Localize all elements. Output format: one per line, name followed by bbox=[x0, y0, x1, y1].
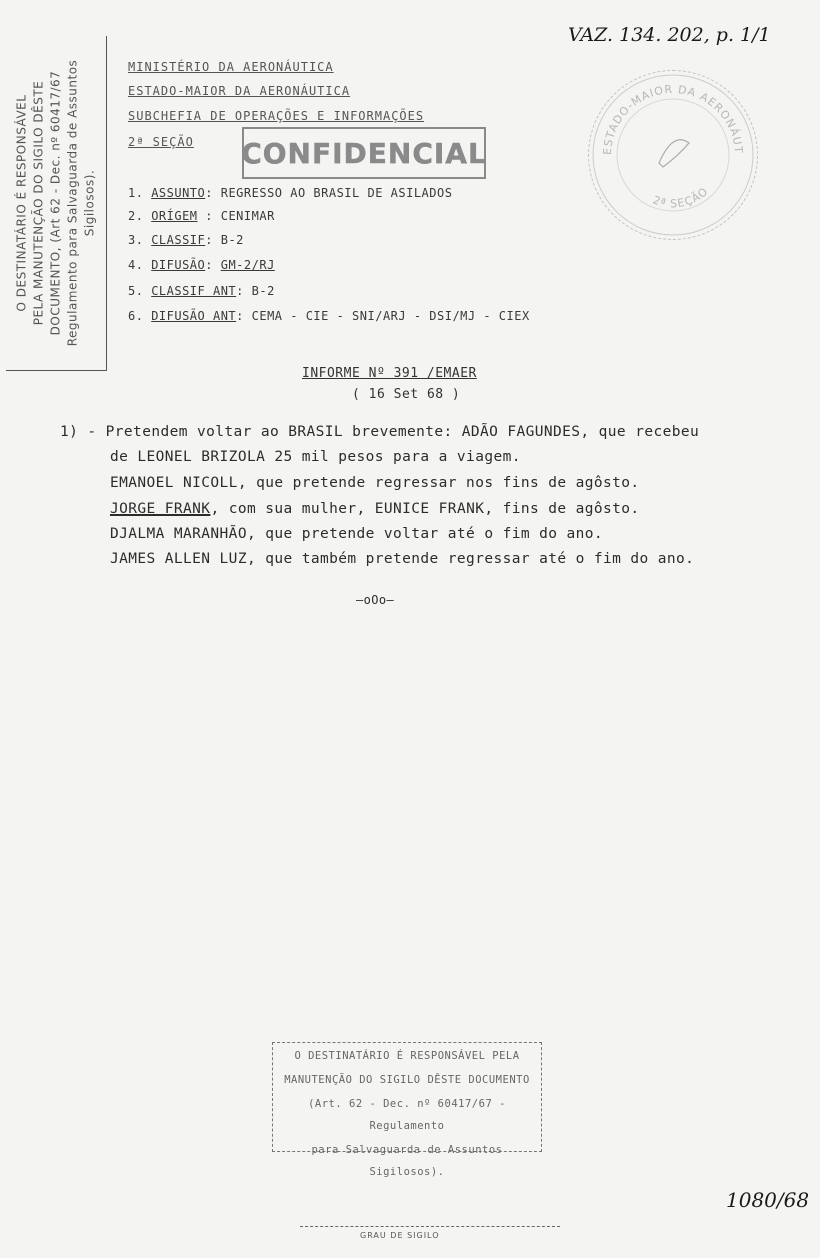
side-stamp-line: Regulamento para Salvaguarda de Assuntos bbox=[65, 59, 80, 347]
body-line: JORGE FRANK, com sua mulher, EUNICE FRANK, fins de agôsto. bbox=[110, 501, 640, 517]
header-subchief: SUBCHEFIA DE OPERAÇÕES E INFORMAÇÕES bbox=[128, 109, 425, 123]
body-line: DJALMA MARANHÃO, que pretende voltar até o fim do ano. bbox=[110, 526, 604, 542]
field-origem: 2. ORÍGEM : CENIMAR bbox=[128, 209, 275, 223]
seal-top-text: ESTADO-MAIOR DA AERONÁUT bbox=[600, 82, 746, 156]
seal-bottom-text: 2ª SEÇÃO bbox=[651, 184, 711, 211]
field-classif-ant: 5. CLASSIF ANT: B-2 bbox=[128, 284, 275, 298]
bottom-secrecy-box bbox=[272, 1042, 542, 1178]
header-section: 2ª SEÇÃO bbox=[128, 135, 194, 149]
informe-date: ( 16 Set 68 ) bbox=[352, 387, 461, 402]
field-difusao-ant: 6. DIFUSÃO ANT: CEMA - CIE - SNI/ARJ - DSI/MJ - CIEX bbox=[128, 309, 530, 323]
bottom-box-line: O DESTINATÁRIO É RESPONSÁVEL PELA bbox=[294, 1050, 520, 1062]
page-reference: 1080/68 bbox=[726, 1188, 810, 1212]
svg-text:ESTADO-MAIOR DA AERONÁUTICA bbox=[589, 71, 745, 155]
body-line: de LEONEL BRIZOLA 25 mil pesos para a viagem. bbox=[110, 449, 521, 465]
header-ministry: MINISTÉRIO DA AERONÁUTICA bbox=[128, 60, 334, 74]
side-stamp-line: Sigilosos). bbox=[82, 169, 97, 237]
side-stamp-line: DOCUMENTO, (Art 62 - Dec. nº 60417/67 bbox=[48, 70, 63, 336]
informe-title: INFORME Nº 391 /EMAER bbox=[302, 366, 477, 381]
side-stamp-line: PELA MANUTENÇÃO DO SIGILO DÊSTE bbox=[31, 80, 46, 326]
bottom-box-line: (Art. 62 - Dec. nº 60417/67 - Regulamento bbox=[308, 1098, 506, 1132]
field-assunto: 1. ASSUNTO: REGRESSO AO BRASIL DE ASILADOS bbox=[128, 186, 453, 200]
header-staff: ESTADO-MAIOR DA AERONÁUTICA bbox=[128, 84, 351, 98]
footer-divider bbox=[300, 1226, 560, 1227]
archive-reference: VAZ. 134. 202, p. 1/1 bbox=[568, 24, 771, 46]
field-classif: 3. CLASSIF: B-2 bbox=[128, 233, 244, 247]
footer-grau-de-sigilo: GRAU DE SIGILO bbox=[360, 1231, 440, 1240]
body-line: JAMES ALLEN LUZ, que também pretende regressar até o fim do ano. bbox=[110, 551, 695, 567]
bottom-box-line: para Salvaguarda de Assuntos Sigilosos). bbox=[311, 1144, 503, 1178]
confidential-stamp: CONFIDENCIAL bbox=[242, 127, 486, 179]
bottom-box-line: MANUTENÇÃO DO SIGILO DÊSTE DOCUMENTO bbox=[284, 1074, 530, 1086]
field-difusao: 4. DIFUSÃO: GM-2/RJ bbox=[128, 258, 275, 272]
seal-icon bbox=[589, 71, 757, 239]
side-stamp-line: O DESTINATÁRIO É RESPONSÁVEL bbox=[14, 94, 29, 312]
svg-text:2ª SEÇÃO bbox=[651, 185, 711, 211]
body-line: EMANOEL NICOLL, que pretende regressar nos fins de agôsto. bbox=[110, 475, 640, 491]
body-line: 1) - Pretendem voltar ao BRASIL brevemente: ADÃO FAGUNDES, que recebeu bbox=[60, 424, 700, 440]
round-seal-stamp bbox=[588, 70, 758, 240]
end-mark: —oOo— bbox=[356, 593, 395, 607]
side-secrecy-stamp bbox=[6, 36, 107, 371]
